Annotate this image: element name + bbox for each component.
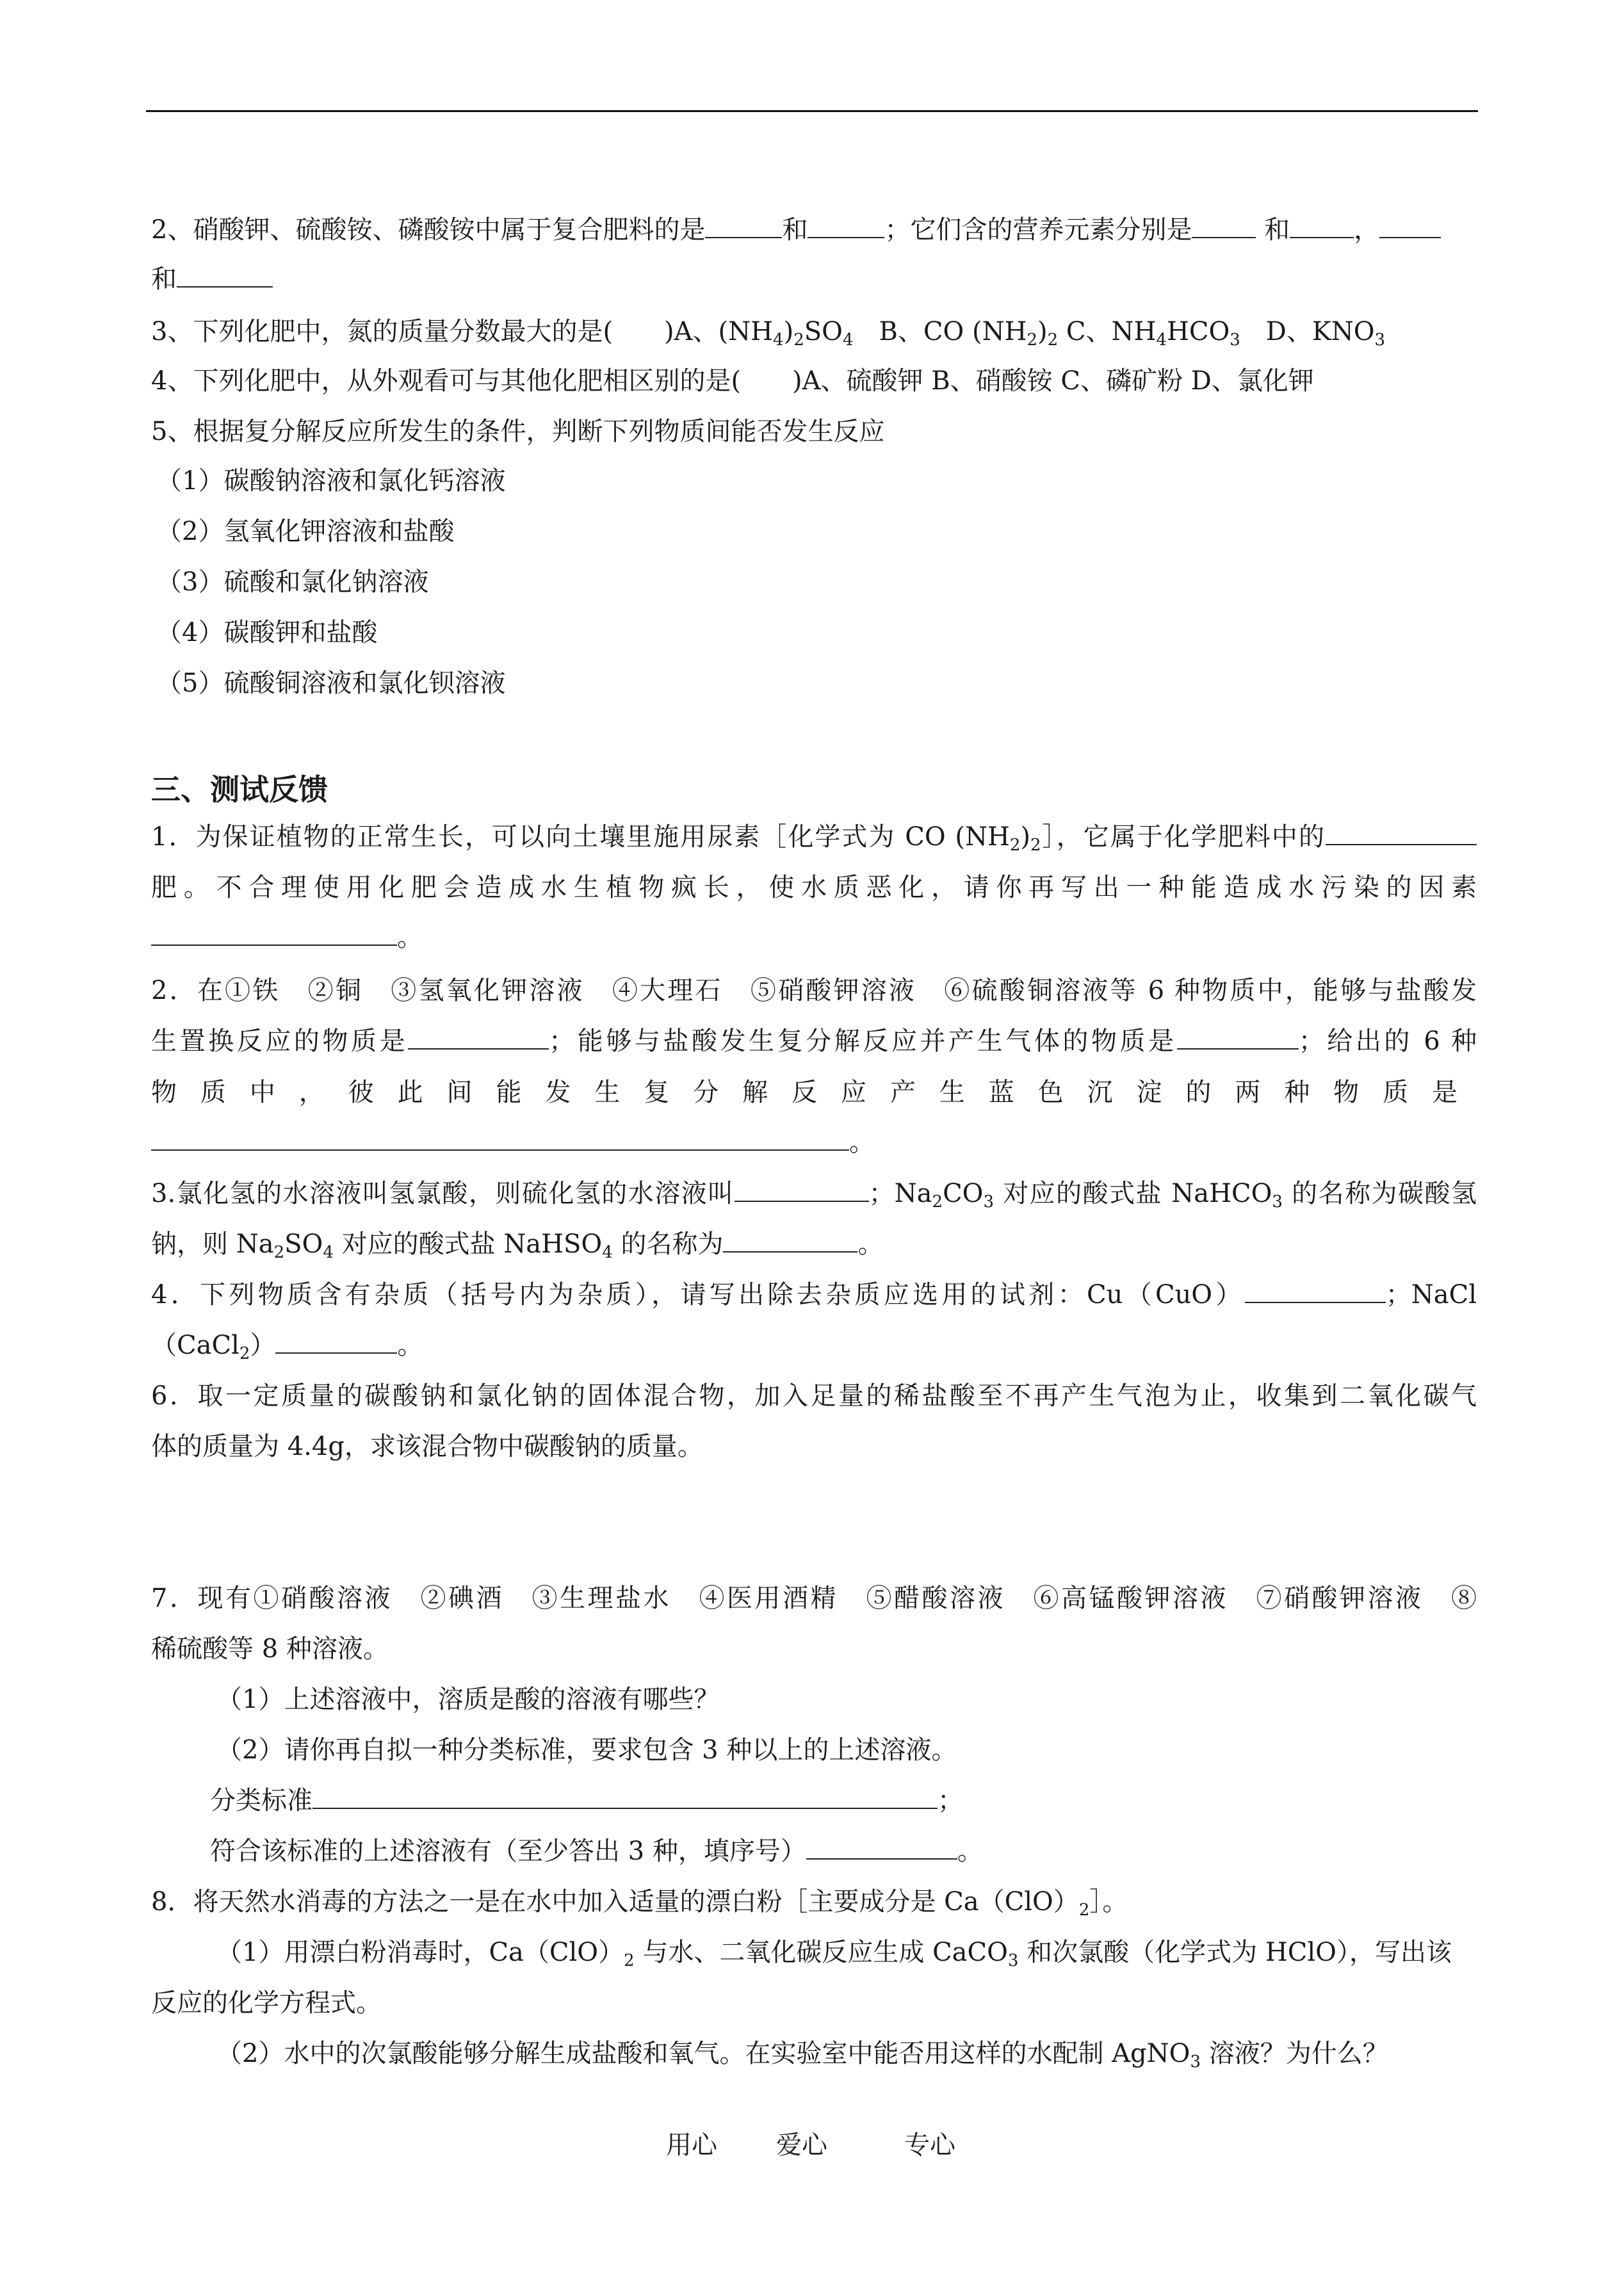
q3-text: 3、下列化肥中，氮的质量分数最大的是( )A、(NH <box>151 317 774 346</box>
subscript: 2 <box>1078 1901 1090 1920</box>
q3-text: D、KNO <box>1240 317 1375 346</box>
test-2-line3: 物质中，彼此间能发生复分解反应产生蓝色沉淀的两种物质是 <box>151 1078 1477 1107</box>
question-2-text: ；它们含的营养元素分别是 <box>884 215 1192 245</box>
test-8-sub2 <box>216 2038 1388 2072</box>
answer-blank <box>313 1806 938 1809</box>
test-6-line1: 6．取一定质量的碳酸钠和氯化钠的固体混合物，加入足量的稀盐酸至不再产生气泡为止，收集到二氧化碳气 <box>151 1381 1477 1411</box>
t2-text: 生置换反应的物质是 <box>151 1026 409 1056</box>
t3-text: 的名称为碳酸氢 <box>1282 1179 1477 1208</box>
t3-text: ；Na <box>868 1179 932 1208</box>
test-2-line2 <box>151 1026 1477 1057</box>
test-7-sub1: （1）上述溶液中，溶质是酸的溶液有哪些？ <box>216 1685 720 1714</box>
subscript: 3 <box>1190 2052 1201 2072</box>
question-2-line2 <box>151 264 273 295</box>
t3-text: 对应的酸式盐 NaHSO <box>333 1229 603 1259</box>
subscript: 2 <box>932 1192 943 1212</box>
test-4-line2 <box>151 1330 423 1361</box>
footer-word: 用心 <box>666 2130 717 2160</box>
test-3-line2 <box>151 1229 883 1260</box>
q3-text: C、NH <box>1058 317 1157 346</box>
footer-word: 爱心 <box>776 2130 827 2160</box>
t3-text: CO <box>943 1179 984 1208</box>
t4-text: 。 <box>397 1331 423 1360</box>
answer-blank <box>275 1351 397 1354</box>
test-4-line1 <box>151 1279 1477 1310</box>
test-7-fit <box>210 1836 983 1867</box>
subscript: 2 <box>1009 836 1021 855</box>
t2-text: 。 <box>849 1128 875 1157</box>
t4-text: ；NaCl <box>1385 1280 1477 1310</box>
test-7-sub2: （2）请你再自拟一种分类标准，要求包含 3 种以上的上述溶液。 <box>216 1735 957 1765</box>
test-7-line1: 7．现有①硝酸溶液 ②碘酒 ③生理盐水 ④医用酒精 ⑤醋酸溶液 ⑥高锰酸钾溶液 ⑦硝酸钾溶液 ⑧ <box>151 1584 1477 1613</box>
subscript: 4 <box>1156 330 1167 350</box>
t8-text: 与水、二氧化碳反应生成 CaCO <box>634 1938 1008 1967</box>
answer-blank <box>806 1857 957 1860</box>
question-2-text: ， <box>1354 215 1380 245</box>
q3-text: ) <box>783 317 794 346</box>
t8-text: 8．将天然水消毒的方法之一是在水中加入适量的漂白粉［主要成分是 Ca（ClO） <box>151 1887 1079 1917</box>
t8-text: 溶液？为什么？ <box>1201 2039 1388 2068</box>
question-2-text: 和 <box>782 215 808 245</box>
answer-blank <box>177 285 273 288</box>
t2-text: ；给出的 6 种 <box>1298 1026 1477 1056</box>
test-1-line2: 肥。不合理使用化肥会造成水生植物疯长，使水质恶化，请你再写出一种能造成水污染的因素 <box>151 873 1477 902</box>
answer-blank <box>151 1148 849 1151</box>
test-8-sub1-line2: 反应的化学方程式。 <box>151 1988 382 2018</box>
answer-blank <box>705 236 782 238</box>
answer-blank <box>1192 236 1256 238</box>
subscript: 3 <box>1374 330 1386 350</box>
answer-blank <box>1326 843 1477 845</box>
t3-text: 的名称为 <box>612 1229 724 1259</box>
test-7-standard <box>210 1785 963 1816</box>
t7-text: 。 <box>957 1837 983 1866</box>
answer-blank <box>151 943 397 946</box>
subscript: 3 <box>983 1192 995 1212</box>
t8-text: 和次氯酸（化学式为 HClO），写出该 <box>1018 1938 1452 1967</box>
answer-blank <box>1177 1047 1299 1050</box>
t7-text: 符合该标准的上述溶液有（至少答出 3 种，填序号） <box>210 1837 806 1866</box>
test-3-line1 <box>151 1178 1477 1212</box>
question-3 <box>151 316 1386 350</box>
subscript: 4 <box>323 1243 334 1262</box>
question-5: 5、根据复分解反应所发生的条件，判断下列物质间能否发生反应 <box>151 417 885 446</box>
t4-text: （CaCl <box>151 1331 240 1360</box>
test-6-line2: 体的质量为 4.4g，求该混合物中碳酸钠的质量。 <box>151 1432 703 1461</box>
test-1-line3 <box>151 922 423 953</box>
subscript: 3 <box>1007 1951 1019 1970</box>
subscript: 3 <box>1272 1192 1283 1212</box>
subscript: 2 <box>239 1344 250 1363</box>
t4-text: 4．下列物质含有杂质（括号内为杂质），请写出除去杂质应选用的试剂：Cu（CuO） <box>151 1280 1245 1310</box>
answer-blank <box>408 1047 549 1050</box>
question-5-item: （5）硫酸铜溶液和氯化钡溶液 <box>156 669 506 698</box>
test-2-line1: 2．在①铁 ②铜 ③氢氧化钾溶液 ④大理石 ⑤硝酸钾溶液 ⑥硫酸铜溶液等 6 种物质中，能够与盐酸发 <box>151 976 1477 1005</box>
subscript: 4 <box>842 330 854 350</box>
t3-text: 钠，则 Na <box>151 1229 274 1259</box>
t1-text: 1．为保证植物的正常生长，可以向土壤里施用尿素［化学式为 CO (NH <box>151 822 1010 852</box>
subscript: 2 <box>273 1243 285 1262</box>
question-2-text: 和 <box>1264 215 1290 245</box>
question-4: 4、下列化肥中，从外观看可与其他化肥相区别的是( )A、硫酸钾 B、硝酸铵 C、磷矿粉 D、氯化钾 <box>151 366 1314 396</box>
question-5-item: （3）硫酸和氯化钠溶液 <box>156 567 429 597</box>
question-5-item: （1）碳酸钠溶液和氯化钙溶液 <box>156 466 506 496</box>
test-2-line4 <box>151 1127 875 1158</box>
t3-text: 3.氯化氢的水溶液叫氢氯酸，则硫化氢的水溶液叫 <box>151 1179 735 1208</box>
subscript: 2 <box>793 330 804 350</box>
q3-text: HCO <box>1166 317 1230 346</box>
subscript: 4 <box>773 330 784 350</box>
t7-text: 分类标准 <box>210 1786 313 1815</box>
t4-text: ） <box>250 1331 276 1360</box>
question-2-line1 <box>151 215 1441 245</box>
t1-text: ) <box>1020 822 1031 852</box>
t3-text: 。 <box>857 1229 884 1259</box>
q3-text: B、CO (NH <box>853 317 1027 346</box>
subscript: 2 <box>1030 836 1041 855</box>
subscript: 4 <box>602 1243 613 1262</box>
answer-blank <box>808 236 884 238</box>
t8-text: （1）用漂白粉消毒时，Ca（ClO） <box>216 1938 624 1967</box>
test-7-line2: 稀硫酸等 8 种溶液。 <box>151 1634 389 1664</box>
t8-text: （2）水中的次氯酸能够分解生成盐酸和氧气。在实验室中能否用这样的水配制 AgNO <box>216 2039 1190 2068</box>
t2-text: ；能够与盐酸发生复分解反应并产生气体的物质是 <box>549 1026 1177 1056</box>
header-rule <box>146 110 1478 112</box>
test-8-sub1 <box>216 1937 1452 1968</box>
q3-text: SO <box>804 317 843 346</box>
test-1-line1 <box>151 822 1477 855</box>
t1-text: ］，它属于化学肥料中的 <box>1041 822 1326 852</box>
subscript: 2 <box>624 1951 635 1970</box>
question-5-item: （4）碳酸钾和盐酸 <box>156 618 378 647</box>
footer-word: 专心 <box>904 2130 955 2160</box>
question-5-item: （2）氢氧化钾溶液和盐酸 <box>156 517 455 546</box>
subscript: 3 <box>1230 330 1240 350</box>
t8-text: ］。 <box>1089 1887 1128 1917</box>
answer-blank <box>1245 1301 1386 1303</box>
t3-text: SO <box>284 1229 323 1259</box>
subscript: 2 <box>1047 330 1059 350</box>
answer-blank <box>1379 236 1441 238</box>
t7-text: ； <box>938 1786 963 1815</box>
question-2-text: 和 <box>151 264 177 294</box>
question-2-text: 2、硝酸钾、硫酸铵、磷酸铵中属于复合肥料的是 <box>151 215 706 245</box>
answer-blank <box>1290 236 1354 238</box>
q3-text: ) <box>1037 317 1048 346</box>
answer-blank <box>735 1199 869 1202</box>
answer-blank <box>723 1250 857 1253</box>
t1-text: 。 <box>397 923 423 952</box>
t3-text: 对应的酸式盐 NaHCO <box>994 1179 1272 1208</box>
section-heading: 三、测试反馈 <box>151 772 328 807</box>
subscript: 2 <box>1027 330 1038 350</box>
test-8-line1 <box>151 1886 1128 1920</box>
